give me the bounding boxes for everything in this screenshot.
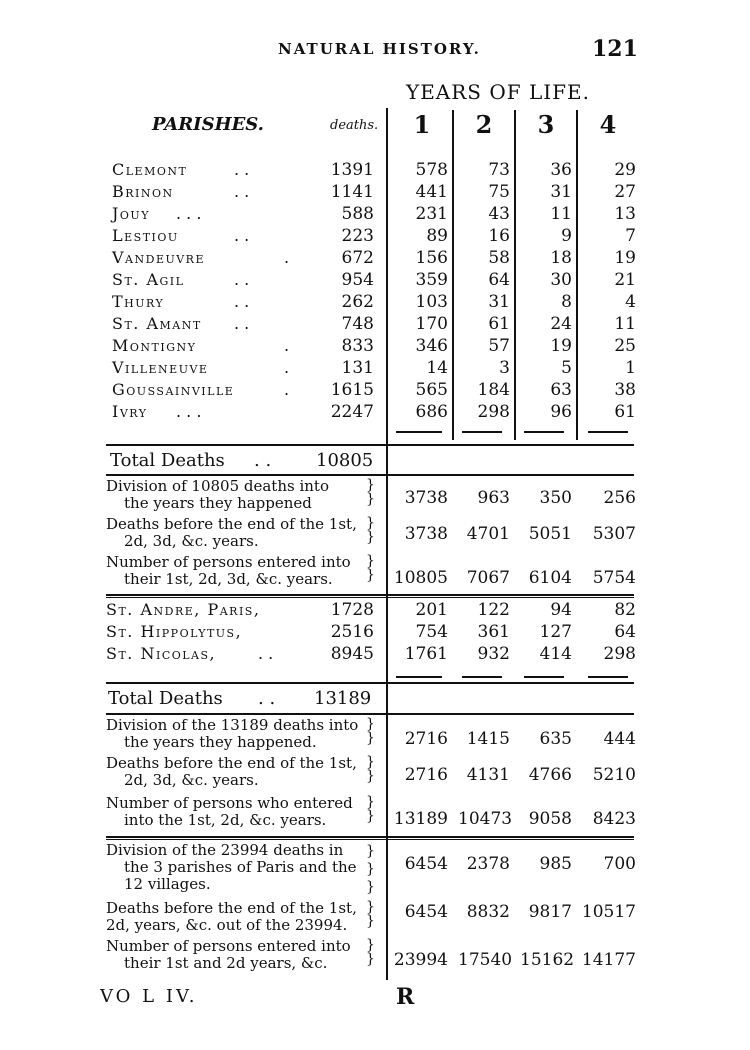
year2-value: 64 [488,270,510,290]
year4-value: 7 [625,226,636,246]
year2-value: 298 [477,402,510,422]
parish-name: Clemont [112,160,188,179]
year2-value: 184 [477,380,510,400]
summary-row [0,938,750,976]
parish-name: Ivry [112,402,148,421]
summary-row [0,717,750,755]
year1-value: 13189 [393,809,448,829]
deaths-value: 1141 [330,182,374,202]
year3-value: 414 [539,644,572,664]
year2-value: 43 [488,204,510,224]
year2-value: 75 [488,182,510,202]
total-value: 10805 [316,450,374,471]
year2-value: 58 [488,248,510,268]
parish-name: Lestiou [112,226,179,245]
year3-value: 94 [550,600,572,620]
parish-name: St. Amant [112,314,202,333]
table-row [0,600,750,622]
year4-value: 19 [614,248,636,268]
year3-value: 6104 [528,568,572,588]
table-row [0,314,750,336]
leader-dots: . . [258,644,274,663]
year1-value: 359 [415,270,448,290]
brace: } } [366,477,375,507]
year1-value: 6454 [404,854,448,874]
column-rule [396,431,442,433]
brace: } } [366,937,375,967]
total-deaths-row [0,688,750,710]
deaths-value: 262 [341,292,374,312]
year3-value: 4766 [528,765,572,785]
brace: } } [366,716,375,746]
deaths-value: 1615 [330,380,374,400]
year3-value: 96 [550,402,572,422]
summary-line: 2d, 3d, &c. years. [124,532,259,550]
year3-value: 24 [550,314,572,334]
year3-value: 127 [539,622,572,642]
year2-value: 1415 [466,729,510,749]
years-of-life-heading: YEARS OF LIFE. [406,80,591,104]
year3-value: 31 [550,182,572,202]
column-rule [462,676,502,678]
year4-value: 14177 [581,950,636,970]
year3-value: 9058 [528,809,572,829]
year4-value: 1 [625,358,636,378]
year4-value: 700 [603,854,636,874]
year3-value: 19 [550,336,572,356]
table-row [0,182,750,204]
summary-line: the years they happened. [124,733,317,751]
parish-name: St. Andre, Paris, [106,600,261,619]
brace: } } [366,515,375,545]
year3-value: 635 [539,729,572,749]
deaths-value: 748 [341,314,374,334]
year2-value: 2378 [466,854,510,874]
summary-line: into the 1st, 2d, &c. years. [124,811,327,829]
leader-dots: . [284,358,290,377]
year2-value: 8832 [466,902,510,922]
leader-dots: . . [234,270,250,289]
year4-value: 5754 [592,568,636,588]
table-rule [106,594,634,596]
parish-name: Goussainville [112,380,235,399]
table-row [0,336,750,358]
year4-value: 13 [614,204,636,224]
brace: } } [366,754,375,784]
summary-line: Deaths before the end of the 1st, [106,515,357,533]
total-value: 13189 [314,688,372,709]
summary-row [0,478,750,516]
year1-value: 201 [415,600,448,620]
leader-dots: . [284,336,290,355]
leader-dots: . . [234,292,250,311]
summary-line: Number of persons entered into [106,553,351,571]
brace: } } [366,899,375,929]
summary-line: their 1st, 2d, 3d, &c. years. [124,570,333,588]
year1-value: 103 [415,292,448,312]
deaths-heading: deaths. [330,118,379,133]
year4-value: 8423 [592,809,636,829]
year1-value: 686 [415,402,448,422]
table-row [0,248,750,270]
year4-value: 298 [603,644,636,664]
year2-value: 10473 [458,809,513,829]
table-row [0,160,750,182]
summary-row [0,554,750,592]
table-row [0,270,750,292]
year-column-1-heading: 1 [413,110,431,139]
year2-value: 57 [488,336,510,356]
year2-value: 361 [477,622,510,642]
table-rule [106,836,634,838]
year1-value: 156 [415,248,448,268]
summary-line: the years they happened [124,494,312,512]
year4-value: 64 [614,622,636,642]
year3-value: 30 [550,270,572,290]
year2-value: 3 [499,358,510,378]
year4-value: 27 [614,182,636,202]
year3-value: 9 [561,226,572,246]
year2-value: 7067 [466,568,510,588]
year4-value: 4 [625,292,636,312]
deaths-value: 2247 [330,402,374,422]
summary-line: Division of 10805 deaths into [106,477,329,495]
column-rule [588,431,628,433]
leader-dots: . . [234,160,250,179]
year4-value: 25 [614,336,636,356]
leader-dots: . . [254,450,272,471]
summary-line: Number of persons entered into [106,937,351,955]
total-label: Total Deaths [110,450,225,471]
table-rule [106,839,634,840]
year3-value: 350 [539,488,572,508]
deaths-value: 1728 [330,600,374,620]
deaths-value: 2516 [330,622,374,642]
signature-letter: R [396,984,415,1010]
parish-name: St. Agil [112,270,185,289]
summary-row [0,842,750,898]
brace: } } } [366,843,375,895]
year2-value: 963 [477,488,510,508]
parish-name: Vandeuvre [112,248,205,267]
year2-value: 4701 [466,524,510,544]
year2-value: 73 [488,160,510,180]
deaths-value: 672 [341,248,374,268]
year1-value: 2716 [404,729,448,749]
total-label: Total Deaths [108,688,223,709]
deaths-value: 1391 [330,160,374,180]
table-rule [106,444,634,446]
summary-description [106,795,374,829]
year4-value: 38 [614,380,636,400]
table-row [0,380,750,402]
summary-row [0,900,750,938]
leader-dots: . . [234,314,250,333]
summary-line: Number of persons who entered [106,794,353,812]
summary-description [106,554,374,588]
leader-dots: . . [234,182,250,201]
year3-value: 5 [561,358,572,378]
year1-value: 6454 [404,902,448,922]
summary-line: 12 villages. [124,875,211,893]
summary-line: Division of the 13189 deaths into [106,716,359,734]
summary-description [106,842,374,893]
parish-name: St. Hippolytus, [106,622,243,641]
leader-dots: . . . [176,402,202,421]
year4-value: 29 [614,160,636,180]
year1-value: 754 [415,622,448,642]
year1-value: 565 [415,380,448,400]
leader-dots: . . [258,688,276,709]
year4-value: 5210 [592,765,636,785]
year2-value: 31 [488,292,510,312]
year1-value: 23994 [393,950,448,970]
year1-value: 2716 [404,765,448,785]
deaths-value: 588 [341,204,374,224]
year1-value: 578 [415,160,448,180]
year-column-2-heading: 2 [475,110,493,139]
summary-description [106,516,374,550]
year1-value: 346 [415,336,448,356]
table-row [0,622,750,644]
year3-value: 18 [550,248,572,268]
summary-line: their 1st and 2d years, &c. [124,954,328,972]
column-rule [588,676,628,678]
year4-value: 82 [614,600,636,620]
page-number: 121 [592,36,638,62]
parish-name: Thury [112,292,165,311]
year1-value: 231 [415,204,448,224]
year-column-4-heading: 4 [599,110,617,139]
column-rule [524,676,564,678]
table-rule [106,713,634,715]
year3-value: 63 [550,380,572,400]
year4-value: 21 [614,270,636,290]
table-rule [106,682,634,684]
year3-value: 9817 [528,902,572,922]
summary-row [0,516,750,554]
year4-value: 444 [603,729,636,749]
year-column-3-heading: 3 [537,110,555,139]
brace: } } [366,794,375,824]
summary-line: Deaths before the end of the 1st, [106,754,357,772]
year1-value: 14 [426,358,448,378]
summary-line: 2d, 3d, &c. years. [124,771,259,789]
parishes-heading: PARISHES. [152,114,264,135]
year1-value: 89 [426,226,448,246]
year3-value: 5051 [528,524,572,544]
total-deaths-row [0,450,750,472]
table-row [0,644,750,666]
year2-value: 16 [488,226,510,246]
year3-value: 36 [550,160,572,180]
summary-line: Deaths before the end of the 1st, [106,899,357,917]
column-rule [524,431,564,433]
year4-value: 10517 [581,902,636,922]
summary-description [106,717,374,751]
leader-dots: . . . [176,204,202,223]
summary-line: the 3 parishes of Paris and the [124,858,357,876]
year1-value: 3738 [404,488,448,508]
deaths-value: 833 [341,336,374,356]
summary-description [106,755,374,789]
year2-value: 17540 [458,950,513,970]
table-row [0,204,750,226]
table-row [0,402,750,424]
table-row [0,226,750,248]
parish-name: Jouy [112,204,150,223]
table-row [0,292,750,314]
summary-line: 2d, years, &c. out of the 23994. [106,916,348,934]
year1-value: 3738 [404,524,448,544]
deaths-value: 223 [341,226,374,246]
column-rule [462,431,502,433]
year4-value: 256 [603,488,636,508]
table-rule [106,474,634,476]
leader-dots: . [284,380,290,399]
deaths-value: 8945 [330,644,374,664]
signature-mark: VO L IV. [100,986,198,1007]
summary-description [106,900,374,934]
year3-value: 15162 [520,950,575,970]
column-rule [396,676,442,678]
year1-value: 1761 [404,644,448,664]
table-rule [106,597,634,598]
running-title: NATURAL HISTORY. [278,40,481,58]
deaths-value: 131 [341,358,374,378]
year1-value: 441 [415,182,448,202]
leader-dots: . [284,248,290,267]
parish-name: St. Nicolas, [106,644,217,663]
parish-name: Brinon [112,182,174,201]
summary-row [0,755,750,793]
deaths-value: 954 [341,270,374,290]
year1-value: 10805 [393,568,448,588]
table-row [0,358,750,380]
year3-value: 985 [539,854,572,874]
year3-value: 11 [550,204,572,224]
year2-value: 4131 [466,765,510,785]
year2-value: 61 [488,314,510,334]
year4-value: 61 [614,402,636,422]
year2-value: 122 [477,600,510,620]
brace: } } [366,553,375,583]
year3-value: 8 [561,292,572,312]
year1-value: 170 [415,314,448,334]
leader-dots: . . [234,226,250,245]
parish-name: Montigny [112,336,197,355]
summary-row [0,795,750,833]
year4-value: 5307 [592,524,636,544]
parish-name: Villeneuve [112,358,209,377]
year4-value: 11 [614,314,636,334]
year2-value: 932 [477,644,510,664]
summary-line: Division of the 23994 deaths in [106,841,344,859]
summary-description [106,938,374,972]
summary-description [106,478,374,512]
